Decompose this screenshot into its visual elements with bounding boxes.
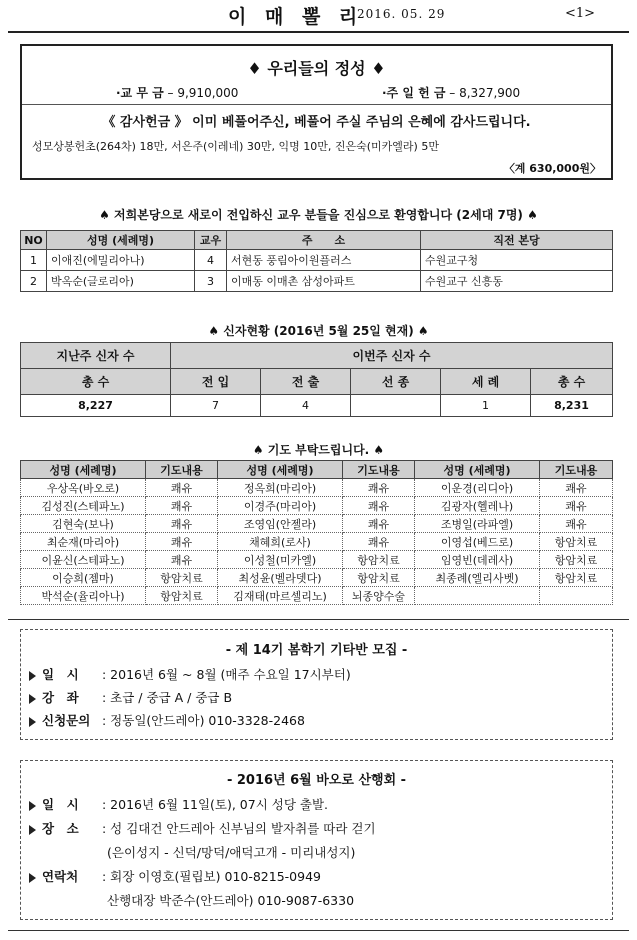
table-header-row bbox=[21, 231, 613, 250]
col-baptism: 세 례 bbox=[441, 369, 531, 395]
cell: 쾌유 bbox=[540, 497, 613, 515]
cell: 박석순(율리아나) bbox=[21, 587, 146, 605]
hiking-item bbox=[29, 795, 328, 813]
item-key: 강 좌 bbox=[42, 690, 79, 705]
cell: 항암치료 bbox=[146, 569, 218, 587]
guitar-item bbox=[29, 688, 232, 706]
cell: 김재태(마르셀리노) bbox=[218, 587, 343, 605]
bulletin-header bbox=[0, 0, 637, 30]
header-rule bbox=[8, 31, 629, 33]
cell: 3 bbox=[195, 271, 227, 292]
col-header: 교우 bbox=[195, 231, 227, 250]
cell: 수원교구청 bbox=[421, 250, 613, 271]
cell: 항암치료 bbox=[540, 551, 613, 569]
guitar-class-title: - 제 14기 봄학기 기타반 모집 - bbox=[225, 643, 408, 658]
table-row bbox=[21, 569, 613, 587]
sunday-value: – 8,327,900 bbox=[449, 86, 521, 100]
bulletin-date: 2016. 05. 29 bbox=[357, 7, 446, 21]
cell: 쾌유 bbox=[343, 497, 415, 515]
cell: 이승희(젬마) bbox=[21, 569, 146, 587]
last-total-label: 총 수 bbox=[21, 369, 171, 395]
cell: 박옥순(글로리아) bbox=[47, 271, 195, 292]
col-in: 전 입 bbox=[171, 369, 261, 395]
cell: 쾌유 bbox=[343, 515, 415, 533]
table-row bbox=[21, 250, 613, 271]
cell: 김현숙(보나) bbox=[21, 515, 146, 533]
item-key: 일 시 bbox=[42, 667, 79, 682]
item-value: (은이성지 - 신덕/망덕/애덕고개 - 미리내성지) bbox=[107, 845, 356, 860]
hiking-title: - 2016년 6월 바오로 산행회 - bbox=[226, 773, 407, 788]
this-week-header: 이번주 신자 수 bbox=[171, 343, 613, 369]
cell: 조영임(안젤라) bbox=[218, 515, 343, 533]
cell: 이애진(에밀리아나) bbox=[47, 250, 195, 271]
cell: 쾌유 bbox=[146, 515, 218, 533]
col-header: 성명 (세례명) bbox=[21, 461, 146, 479]
col-death: 선 종 bbox=[351, 369, 441, 395]
cell: 항암치료 bbox=[343, 569, 415, 587]
offering-box bbox=[20, 44, 613, 180]
cell: 2 bbox=[21, 271, 47, 292]
col-out: 전 출 bbox=[261, 369, 351, 395]
item-key: 신청문의 bbox=[42, 713, 91, 728]
sunday-amount bbox=[382, 84, 520, 101]
hiking-item bbox=[29, 867, 321, 885]
hiking-item-cont bbox=[107, 843, 355, 861]
cell: 1 bbox=[21, 250, 47, 271]
baptism-value: 1 bbox=[441, 395, 531, 417]
offering-title: ♦ 우리들의 정성 ♦ bbox=[247, 59, 386, 78]
triangle-bullet-icon bbox=[29, 694, 36, 704]
prayer-title: ♠ 기도 부탁드립니다. ♠ bbox=[252, 443, 385, 457]
cell: 최종례(엘리사벳) bbox=[415, 569, 540, 587]
table-row bbox=[21, 587, 613, 605]
last-week-header: 지난주 신자 수 bbox=[21, 343, 171, 369]
cell: 쾌유 bbox=[540, 479, 613, 497]
cell: 이윤신(스테파노) bbox=[21, 551, 146, 569]
item-key: 일 시 bbox=[42, 797, 79, 812]
footer-rule bbox=[8, 930, 629, 931]
triangle-bullet-icon bbox=[29, 825, 36, 835]
donor-names: 성모상봉헌초(264차) 18만, 서은주(이레네) 30만, 익명 10만, 진은숙(미카엘라) 5만 bbox=[32, 140, 439, 153]
cell: 김광자(헬레나) bbox=[415, 497, 540, 515]
this-total-label: 총 수 bbox=[531, 369, 613, 395]
status-row-values bbox=[21, 395, 613, 417]
cell bbox=[415, 587, 540, 605]
table-row bbox=[21, 551, 613, 569]
cell: 김성진(스테파노) bbox=[21, 497, 146, 515]
cell: 우상옥(바오로) bbox=[21, 479, 146, 497]
triangle-bullet-icon bbox=[29, 873, 36, 883]
col-header: 성명 (세례명) bbox=[415, 461, 540, 479]
cell: 이매동 이매촌 삼성아파트 bbox=[227, 271, 421, 292]
cell: 이경주(마리아) bbox=[218, 497, 343, 515]
item-value: : 초급 / 중급 A / 중급 B bbox=[102, 690, 233, 705]
item-value: : 회장 이영호(필립보) 010-8215-0949 bbox=[102, 869, 321, 884]
col-header: NO bbox=[21, 231, 47, 250]
guitar-item bbox=[29, 665, 351, 683]
in-value: 7 bbox=[171, 395, 261, 417]
bulletin-title: 이 매 뽈 리 bbox=[228, 6, 364, 28]
item-value: : 2016년 6월 11일(토), 07시 성당 출발. bbox=[102, 797, 329, 812]
guitar-item bbox=[29, 711, 305, 729]
item-value: : 2016년 6월 ~ 8월 (매주 수요일 17시부터) bbox=[102, 667, 351, 682]
cell: 항암치료 bbox=[343, 551, 415, 569]
col-header: 기도내용 bbox=[146, 461, 218, 479]
mission-amount bbox=[116, 84, 238, 101]
cell: 쾌유 bbox=[343, 533, 415, 551]
new-members-title: ♠ 저희본당으로 새로이 전입하신 교우 분들을 진심으로 환영합니다 (2세대 7명) ♠ bbox=[99, 208, 538, 222]
cell: 최성윤(벨라뎃다) bbox=[218, 569, 343, 587]
new-members-table bbox=[20, 230, 613, 292]
status-table bbox=[20, 342, 613, 417]
thanks-offering-heading: 《 감사헌금 》 이미 베풀어주신, 베풀어 주실 주님의 은혜에 감사드립니다. bbox=[102, 115, 531, 130]
item-value: : 성 김대건 안드레아 신부님의 발자취를 따라 걷기 bbox=[102, 821, 376, 836]
table-row bbox=[21, 479, 613, 497]
cell: 항암치료 bbox=[146, 587, 218, 605]
col-header: 성명 (세례명) bbox=[47, 231, 195, 250]
col-header: 기도내용 bbox=[540, 461, 613, 479]
this-total-value: 8,231 bbox=[531, 395, 613, 417]
cell: 쾌유 bbox=[343, 479, 415, 497]
item-key: 연락처 bbox=[42, 869, 79, 884]
last-total-value: 8,227 bbox=[21, 395, 171, 417]
item-value: 산행대장 박준수(안드레아) 010-9087-6330 bbox=[107, 893, 355, 908]
death-value bbox=[351, 395, 441, 417]
table-row bbox=[21, 533, 613, 551]
page-number: <1> bbox=[565, 6, 596, 21]
cell: 쾌유 bbox=[540, 515, 613, 533]
cell: 쾌유 bbox=[146, 533, 218, 551]
prayer-table bbox=[20, 460, 613, 605]
cell: 항암치료 bbox=[540, 533, 613, 551]
hiking-item-cont bbox=[107, 891, 354, 909]
mission-value: – 9,910,000 bbox=[167, 86, 239, 100]
cell: 수원교구 신흥동 bbox=[421, 271, 613, 292]
triangle-bullet-icon bbox=[29, 801, 36, 811]
cell bbox=[540, 587, 613, 605]
table-row bbox=[21, 497, 613, 515]
cell: 채혜희(로사) bbox=[218, 533, 343, 551]
cell: 뇌종양수술 bbox=[343, 587, 415, 605]
cell: 쾌유 bbox=[146, 479, 218, 497]
cell: 최순재(마리아) bbox=[21, 533, 146, 551]
cell: 4 bbox=[195, 250, 227, 271]
offering-total: 〈계 630,000원〉 bbox=[503, 162, 601, 175]
cell: 쾌유 bbox=[146, 497, 218, 515]
guitar-class-box bbox=[20, 629, 613, 740]
cell: 이영섭(베드로) bbox=[415, 533, 540, 551]
triangle-bullet-icon bbox=[29, 671, 36, 681]
status-row-sub bbox=[21, 369, 613, 395]
hiking-box bbox=[20, 760, 613, 920]
col-header: 주 소 bbox=[227, 231, 421, 250]
status-title: ♠ 신자현황 (2016년 5월 25일 현재) ♠ bbox=[208, 324, 429, 338]
cell: 항암치료 bbox=[540, 569, 613, 587]
cell: 서현동 풍림아이원플러스 bbox=[227, 250, 421, 271]
offering-divider bbox=[22, 104, 611, 105]
status-row-head bbox=[21, 343, 613, 369]
col-header: 기도내용 bbox=[343, 461, 415, 479]
cell: 쾌유 bbox=[146, 551, 218, 569]
item-key: 장 소 bbox=[42, 821, 79, 836]
out-value: 4 bbox=[261, 395, 351, 417]
item-value: : 정동일(안드레아) 010-3328-2468 bbox=[102, 713, 305, 728]
mission-label: ·교 무 금 bbox=[116, 86, 164, 100]
sunday-label: ·주 일 헌 금 bbox=[382, 86, 446, 100]
table-row bbox=[21, 271, 613, 292]
section-rule bbox=[8, 619, 629, 620]
cell: 정옥희(마리아) bbox=[218, 479, 343, 497]
table-header-row bbox=[21, 461, 613, 479]
cell: 조병일(라파엘) bbox=[415, 515, 540, 533]
cell: 이성철(미카엘) bbox=[218, 551, 343, 569]
cell: 이운경(리디아) bbox=[415, 479, 540, 497]
col-header: 직전 본당 bbox=[421, 231, 613, 250]
col-header: 성명 (세례명) bbox=[218, 461, 343, 479]
triangle-bullet-icon bbox=[29, 717, 36, 727]
cell: 임영빈(데레사) bbox=[415, 551, 540, 569]
table-row bbox=[21, 515, 613, 533]
hiking-item bbox=[29, 819, 376, 837]
